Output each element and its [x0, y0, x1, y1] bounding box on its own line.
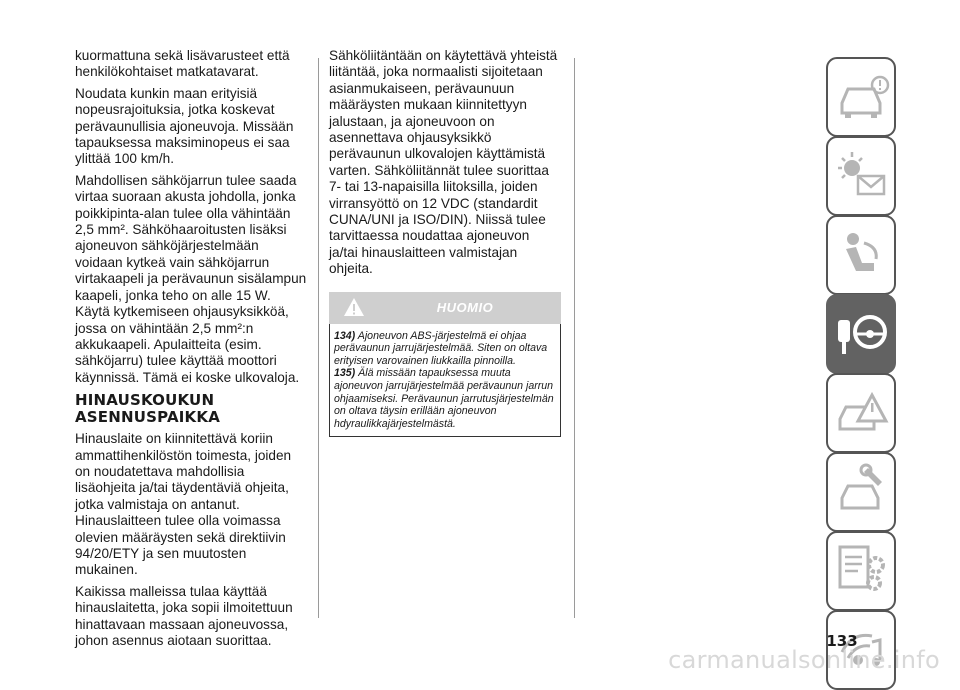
paragraph: Noudata kunkin maan erityisiä nopeusrajoituksia, jotka koskevat perävaunullisia ajoneuvoja. Missään tapauksessa maksiminopeus ei saa ylittää 100 km/h.	[75, 85, 294, 167]
page-number: 133	[826, 632, 858, 650]
paragraph: kuormattuna sekä lisävarusteet että henkilökohtaiset matkatavarat.	[75, 48, 290, 80]
left-column	[75, 48, 307, 654]
paragraph: Mahdollisen sähköjarrun tulee saada virtaa suoraan akusta johdolla, jonka poikkipinta-alan tulee olla vähintään 2,5 mm². Sähköhaaroitusten lisäksi ajoneuvon sähköjärjestelmään voidaan kytkeä vain sähköjarrun virtakaapeli ja perävaunun sisälampun kaapeli, jonka teho on alle 15 W. Käytä kytkemiseen ohjausyksikköä, jossa on vähintään 2,5 mm²:n akkukaapeli. Apulaitteita (esim. sähköjarru) tulee käyttää moottori käynnissä. Tämä ei koske ulkovaloja.	[75, 172, 307, 385]
tab-lights[interactable]	[826, 136, 896, 216]
column-divider	[318, 58, 319, 618]
sun-envelope-icon	[828, 138, 894, 214]
middle-column	[329, 48, 561, 437]
paragraph: Hinauslaite on kiinnitettävä koriin ammattihenkilöstön toimesta, joiden on noudatettava mahdollisia lisäohjeita ja/tai täydentäviä ohjeita, jotka valmistaja on antanut. Hinauslaitteen tulee olla voimassa olevien määräysten sekä direktiivin 94/20/ETY ja sen muutosten mukainen.	[75, 431, 292, 578]
tab-emergency[interactable]	[826, 373, 896, 453]
warning-note-header	[329, 292, 561, 324]
column-divider	[574, 58, 575, 618]
key-steering-wheel-icon	[828, 296, 894, 372]
tab-car[interactable]	[826, 57, 896, 137]
tab-starting-driving[interactable]	[826, 294, 896, 374]
note-title: HUOMIO	[436, 299, 494, 315]
heading-line: HINAUSKOUKUN	[75, 391, 215, 410]
tab-maintenance[interactable]	[826, 452, 896, 532]
note-item	[334, 330, 557, 368]
note-number: 134)	[334, 329, 356, 342]
tab-safety[interactable]	[826, 215, 896, 295]
wrench-car-icon	[828, 454, 894, 530]
note-text: Ajoneuvon ABS-järjestelmä ei ohjaa perävaunun jarrujärjestelmää. Siten on oltava erityisen varovainen liukkailla pinnoilla.	[334, 329, 548, 367]
note-item	[334, 367, 557, 430]
watermark: carmanualsonline.info	[668, 646, 940, 674]
note-number: 135)	[334, 367, 356, 380]
document-gears-icon	[828, 533, 894, 609]
car-icon	[828, 59, 894, 135]
section-heading	[75, 392, 307, 426]
warning-car-icon	[828, 375, 894, 451]
paragraph: Kaikissa malleissa tulaa käyttää hinauslaitetta, joka sopii ilmoitettuun hinattavaan massaan ajoneuvossa, johon asennus aiotaan suorittaa.	[75, 583, 293, 648]
warning-note-body	[329, 324, 561, 438]
heading-line: ASENNUSPAIKKA	[75, 408, 221, 427]
tab-technical-data[interactable]	[826, 531, 896, 611]
note-text: Älä missään tapauksessa muuta ajoneuvon jarrujärjestelmää perävaunun jarrun ohjaamiseksi. Perävaunun jarrutusjärjestelmän on oltava täysin erillään ajoneuvon hdyraulikkajärjestelmästä.	[334, 367, 554, 430]
paragraph: Sähköliitäntään on käytettävä yhteistä liitäntää, joka normaalisti sijoitetaan asianmukaiseen, perävaunuun määräysten mukaan kiinnitettyyn jalustaan, ja ajoneuvoon on asennettava ohjausyksikkö perävaunun ulkovalojen käyttämistä varten. Sähköliitännät tulee suorittaa 7- tai 13-napaisilla liitoksilla, joiden virransyöttö on 12 VDC (standardit CUNA/UNI ja ISO/DIN). Niissä tulee tarvittaessa noudattaa ajoneuvon ja/tai hinauslaitteen valmistajan ohjeita.	[329, 48, 558, 277]
seat-airbag-icon	[828, 217, 894, 293]
